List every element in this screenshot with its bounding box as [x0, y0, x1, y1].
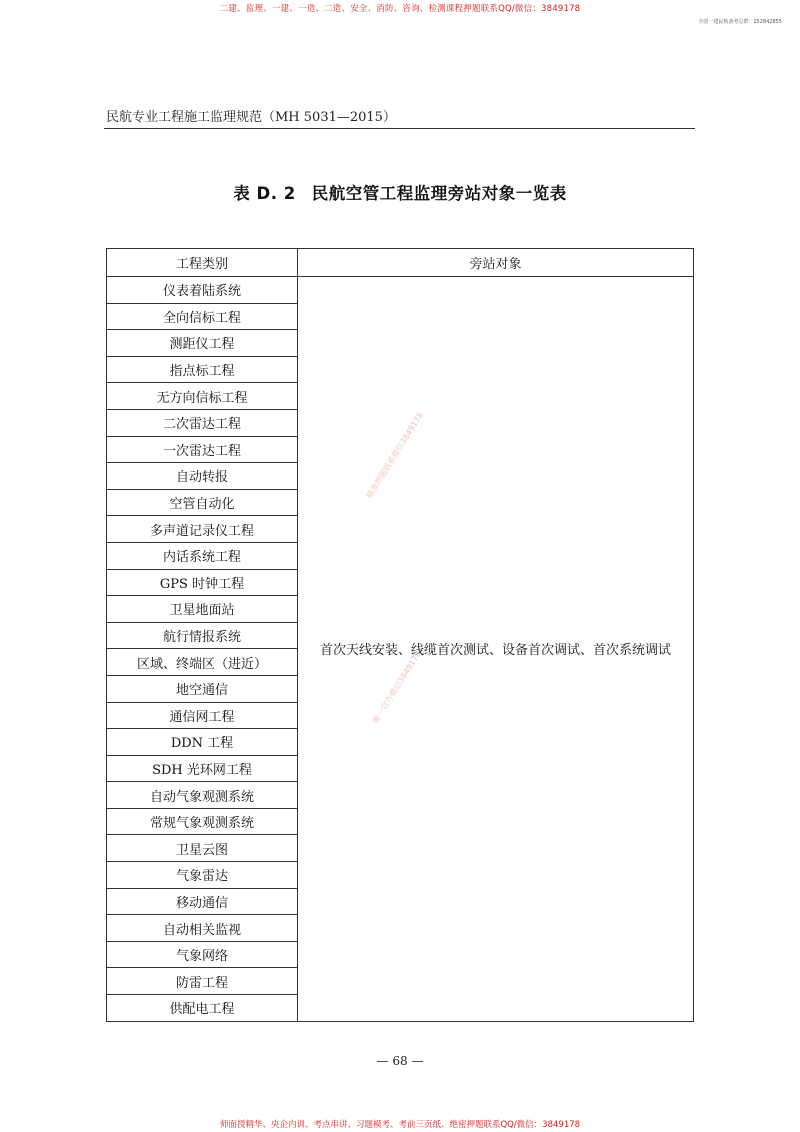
- table-body: [107, 277, 694, 1022]
- category-cell: 二次雷达工程: [107, 409, 298, 436]
- watermark: 唯一官方微信3849178: [370, 649, 423, 726]
- category-cell: SDH 光环网工程: [107, 755, 298, 782]
- category-cell: 防雷工程: [107, 968, 298, 995]
- category-cell: GPS 时钟工程: [107, 569, 298, 596]
- category-cell: 内话系统工程: [107, 542, 298, 569]
- category-cell: 气象雷达: [107, 862, 298, 889]
- category-cell: 移动通信: [107, 888, 298, 915]
- category-cell: 地空通信: [107, 675, 298, 702]
- column-header-category: 工程类别: [107, 249, 298, 277]
- category-cell: 常规气象观测系统: [107, 808, 298, 835]
- table-header-row: [107, 249, 694, 277]
- category-cell: 指点标工程: [107, 356, 298, 383]
- category-cell: 气象网络: [107, 941, 298, 968]
- category-cell: 自动气象观测系统: [107, 782, 298, 809]
- category-cell: 测距仪工程: [107, 330, 298, 357]
- category-cell: 无方向信标工程: [107, 383, 298, 410]
- corner-note: 全国一建民航备考总群：152842855: [698, 19, 782, 25]
- category-cell: 自动转报: [107, 463, 298, 490]
- category-cell: DDN 工程: [107, 729, 298, 756]
- table-number: 表 D. 2: [233, 184, 296, 203]
- watermark: 精准押题联系微信3849178: [364, 410, 426, 501]
- supervision-table: [106, 248, 694, 1022]
- category-cell: 多声道记录仪工程: [107, 516, 298, 543]
- table-caption: 民航空管工程监理旁站对象一览表: [311, 184, 567, 203]
- category-cell: 供配电工程: [107, 995, 298, 1022]
- top-banner: 二建、监理、一建、一造、二造、安全、消防、咨询、检测课程押题联系QQ/微信：3849178: [219, 4, 581, 14]
- category-cell: 仪表着陆系统: [107, 277, 298, 304]
- category-cell: 卫星云图: [107, 835, 298, 862]
- bottom-banner: 师面授精华、央企内训、考点串讲、习题模考、考前三页纸、绝密押题联系QQ/微信：3849178: [219, 1120, 581, 1130]
- objects-cell: 首次天线安装、线缆首次测试、设备首次调试、首次系统调试: [298, 277, 694, 1022]
- category-cell: 全向信标工程: [107, 303, 298, 330]
- category-cell: 卫星地面站: [107, 596, 298, 623]
- header-rule: [104, 128, 695, 129]
- page-number: — 68 —: [376, 1054, 424, 1068]
- running-header: 民航专业工程施工监理规范（MH 5031—2015）: [106, 110, 396, 125]
- table-row: [107, 277, 694, 304]
- category-cell: 航行情报系统: [107, 622, 298, 649]
- category-cell: 一次雷达工程: [107, 436, 298, 463]
- category-cell: 区域、终端区（进近）: [107, 649, 298, 676]
- category-cell: 通信网工程: [107, 702, 298, 729]
- column-header-objects: 旁站对象: [298, 249, 694, 277]
- category-cell: 空管自动化: [107, 489, 298, 516]
- table-title: [0, 180, 800, 204]
- category-cell: 自动相关监视: [107, 915, 298, 942]
